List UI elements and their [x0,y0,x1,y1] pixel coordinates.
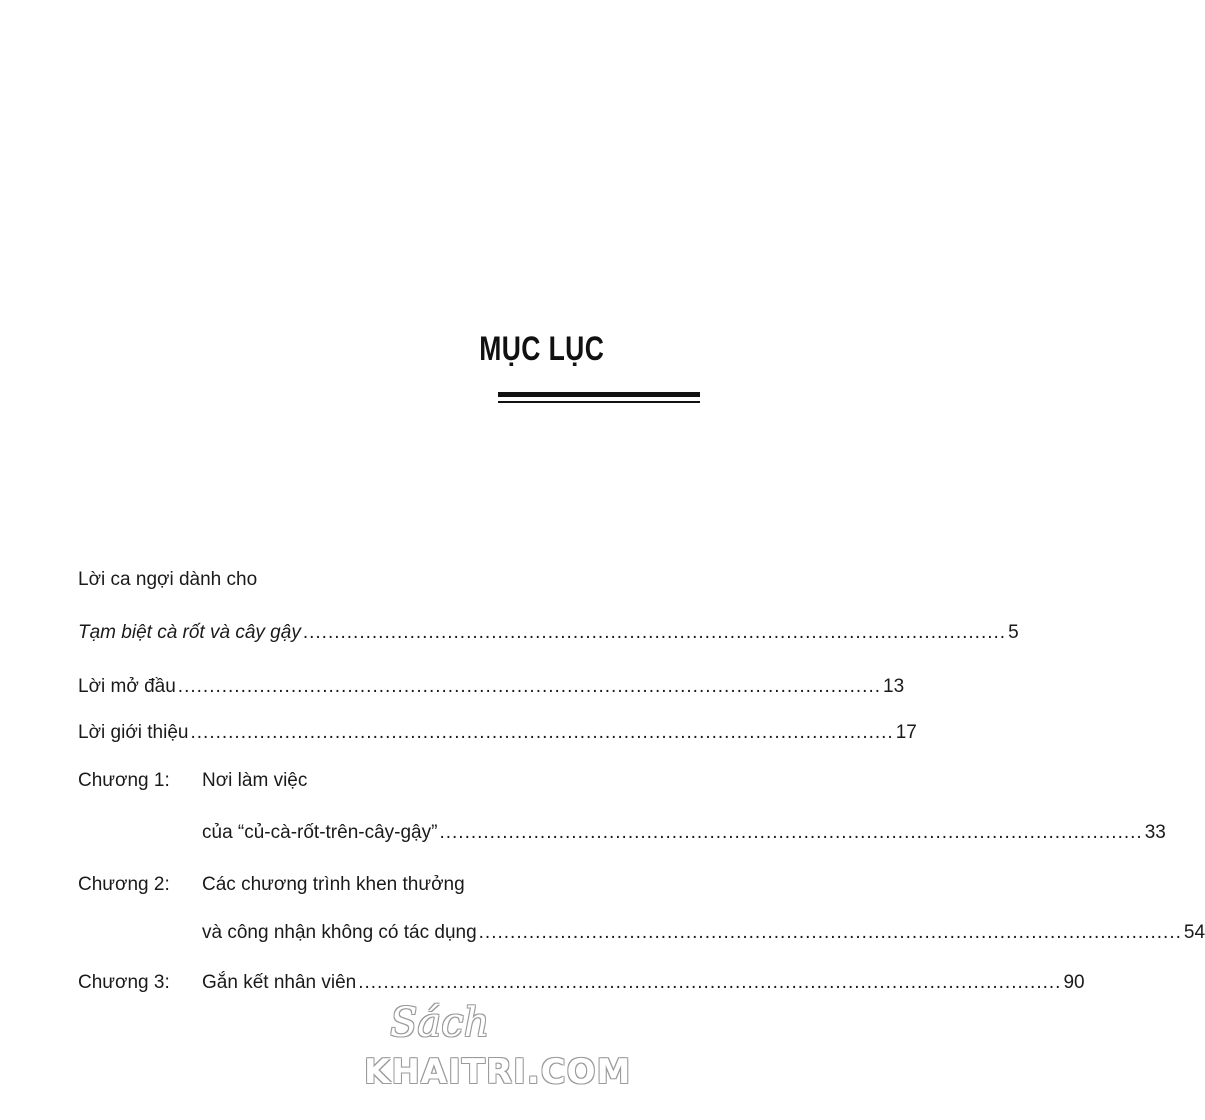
toc-entry-title: Các chương trình khen thưởng [202,874,465,895]
toc-entry-title: Tạm biệt cà rốt và cây gậy [78,622,301,643]
toc-entry [78,613,1019,653]
toc-chapter-entry [78,865,608,905]
heading-rule-thick [498,392,700,397]
toc-page-number: 13 [883,676,905,697]
toc-entry [78,667,905,707]
toc-page-number: 54 [1183,922,1205,943]
toc-entry-title: Lời mở đầu [78,676,176,697]
toc-leader-dots: ................................................................................................................ [190,722,894,743]
toc-entry-title: của “củ-cà-rốt-trên-cây-gậy” [202,822,438,843]
toc-entry-title: Nơi làm việc [202,770,308,791]
heading-rule-thin [498,401,700,403]
toc-chapter-entry [78,963,1085,1003]
toc-leader-dots: ................................................................................................................ [358,972,1062,993]
toc-entry-title: và công nhận không có tác dụng [202,922,477,943]
toc-page-number: 33 [1144,822,1166,843]
toc-entry-continuation [78,813,1166,853]
toc-leader-dots: ................................................................................................................ [439,822,1143,843]
toc-chapter-label: Chương 2: [78,874,170,895]
toc-page-number: 17 [895,722,917,743]
watermark-script-text: Sách [390,1000,490,1046]
toc-page-number: 5 [1008,622,1019,643]
toc-heading: MỤC LỤC [478,330,604,368]
toc-chapter-label: Chương 1: [78,770,170,791]
toc-entry [78,713,917,753]
toc-page-number: 90 [1063,972,1085,993]
toc-entry-title: Lời giới thiệu [78,722,189,743]
toc-chapter-label: Chương 3: [78,972,170,993]
toc-entry-title: Gắn kết nhân viên [202,972,357,993]
toc-leader-dots: ................................................................................................................ [177,676,882,697]
watermark-logo [364,1000,700,1110]
toc-entry [78,560,608,600]
toc-leader-dots: ................................................................................................................ [302,622,1007,643]
toc-chapter-entry [78,761,608,801]
toc-entry-title: Lời ca ngợi dành cho [78,569,258,590]
toc-leader-dots: ................................................................................................................ [478,922,1182,943]
watermark-brand-text: KHAITRI.COM [364,1052,632,1092]
toc-entry-continuation [78,913,1205,953]
